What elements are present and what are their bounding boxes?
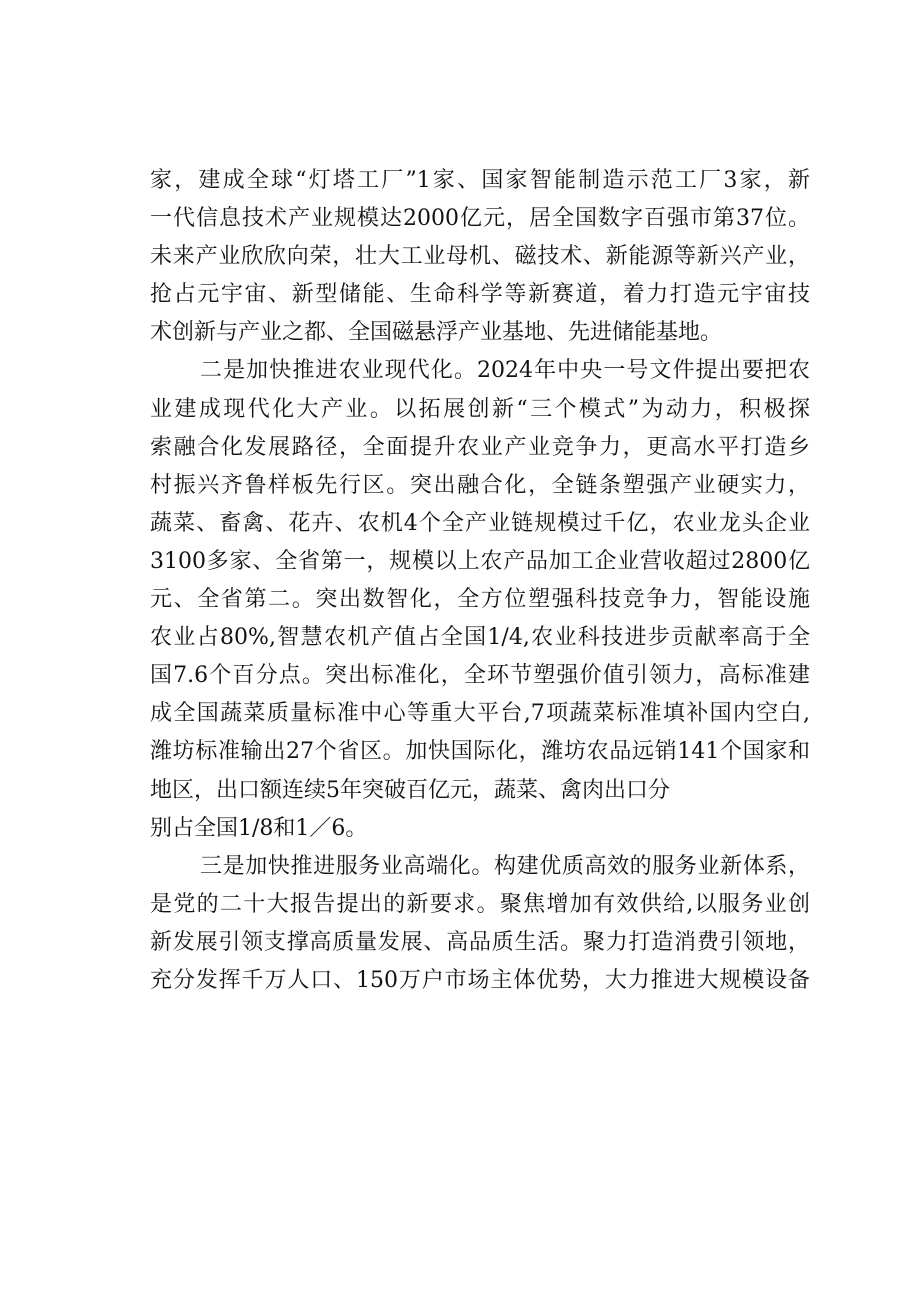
body-text [150, 162, 810, 1000]
text-line: 地区，出口额连续5年突破百亿元，蔬菜、禽肉出口分 [150, 777, 670, 803]
text-line: 抢占元宇宙、新型储能、生命科学等新赛道，着力打造元宇宙技 [150, 282, 810, 308]
text-line: 业建成现代化大产业。以拓展创新“三个模式”为动力，积极探 [150, 396, 810, 422]
text-line: 农业占80%,智慧农机产值占全国1/4,农业科技进步贡献率高于全 [150, 625, 810, 651]
text-line: 国7.6个百分点。突出标准化，全环节塑强价值引领力，高标准建 [150, 663, 810, 689]
text-line: 元、全省第二。突出数智化，全方位塑强科技竞争力，智能设施 [150, 587, 810, 613]
text-line: 充分发挥千万人口、150万户市场主体优势，大力推进大规模设备 [150, 967, 810, 993]
text-line: 一代信息技术产业规模达2000亿元，居全国数字百强市第37位。 [150, 206, 810, 232]
text-line: 村振兴齐鲁样板先行区。突出融合化，全链条塑强产业硬实力， [150, 472, 810, 498]
paragraph-start-line: 三是加快推进服务业高端化。构建优质高效的服务业新体系， [200, 853, 810, 879]
text-line: 蔬菜、畜禽、花卉、农机4个全产业链规模过千亿，农业龙头企业 [150, 510, 810, 536]
text-line: 3100多家、全省第一，规模以上农产品加工企业营收超过2800亿 [150, 548, 810, 574]
text-line: 索融合化发展路径，全面提升农业产业竞争力，更高水平打造乡 [150, 434, 810, 460]
text-line: 潍坊标准输出27个省区。加快国际化，潍坊农品远销141个国家和 [150, 739, 810, 765]
text-line: 家，建成全球“灯塔工厂”1家、国家智能制造示范工厂3家，新 [150, 168, 810, 193]
paragraph-start-line: 二是加快推进农业现代化。2024年中央一号文件提出要把农 [200, 358, 810, 384]
text-line: 未来产业欣欣向荣，壮大工业母机、磁技术、新能源等新兴产业， [150, 244, 810, 270]
text-line: 成全国蔬菜质量标准中心等重大平台,7项蔬菜标准填补国内空白, [150, 701, 810, 727]
text-line: 术创新与产业之都、全国磁悬浮产业基地、先进储能基地。 [150, 320, 723, 346]
text-line: 新发展引领支撑高质量发展、高品质生活。聚力打造消费引领地， [150, 929, 810, 955]
text-line: 是党的二十大报告提出的新要求。聚焦增加有效供给,以服务业创 [150, 891, 810, 917]
text-line: 别占全国1/8和1／6。 [150, 815, 368, 841]
